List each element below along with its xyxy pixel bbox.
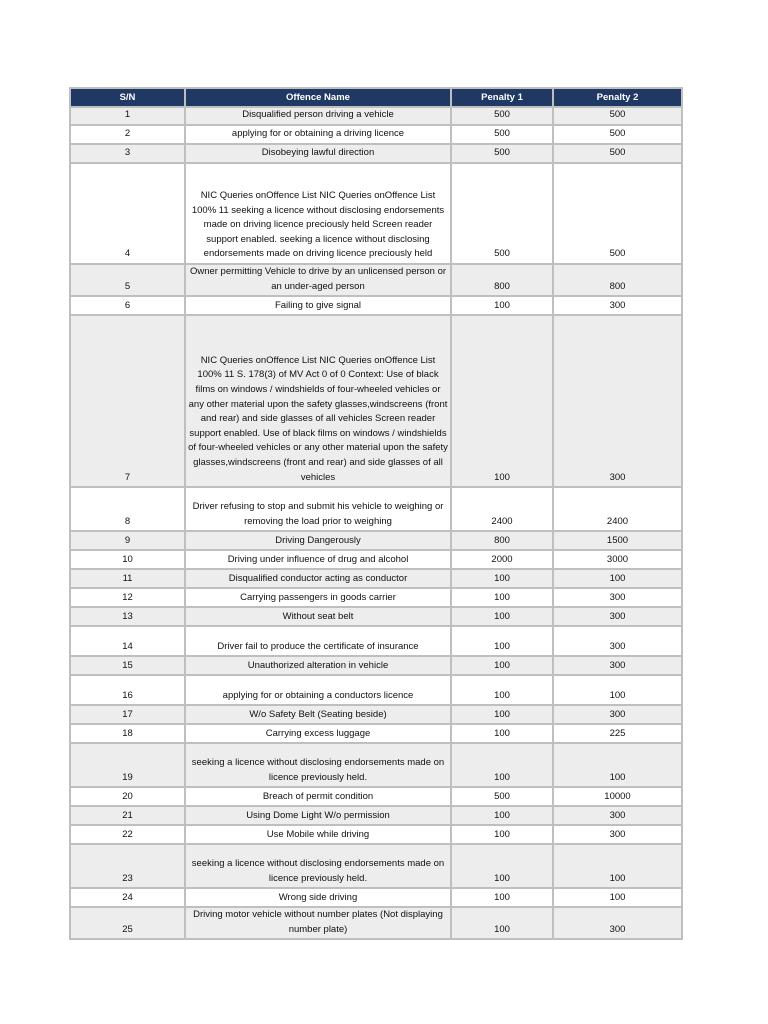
cell-offence-name: Failing to give signal [185, 296, 451, 315]
cell-penalty-2: 500 [553, 144, 682, 163]
cell-offence-name: Carrying excess luggage [185, 724, 451, 743]
cell-penalty-2: 300 [553, 806, 682, 825]
cell-sn: 24 [70, 888, 185, 907]
cell-offence-name: Unauthorized alteration in vehicle [185, 656, 451, 675]
cell-penalty-2: 300 [553, 656, 682, 675]
cell-offence-name: Breach of permit condition [185, 787, 451, 806]
cell-penalty-1: 100 [451, 825, 553, 844]
cell-offence-name: seeking a licence without disclosing endorsements made on licence previously held. [185, 844, 451, 888]
cell-penalty-1: 100 [451, 296, 553, 315]
table-row [70, 144, 682, 163]
cell-sn: 13 [70, 607, 185, 626]
cell-penalty-1: 100 [451, 675, 553, 705]
table-row [70, 107, 682, 125]
cell-sn: 3 [70, 144, 185, 163]
cell-sn: 12 [70, 588, 185, 607]
table-row [70, 125, 682, 144]
cell-sn: 19 [70, 743, 185, 787]
offence-penalty-table [69, 87, 683, 940]
table-row [70, 487, 682, 531]
cell-penalty-2: 300 [553, 315, 682, 487]
table-row [70, 806, 682, 825]
cell-penalty-2: 300 [553, 626, 682, 656]
table-row [70, 296, 682, 315]
cell-penalty-2: 100 [553, 844, 682, 888]
cell-sn: 25 [70, 907, 185, 939]
cell-offence-name: Driver refusing to stop and submit his vehicle to weighing or removing the load prior to weighing [185, 487, 451, 531]
header-offence-name: Offence Name [185, 88, 451, 107]
cell-penalty-2: 800 [553, 264, 682, 296]
cell-offence-name: Driving under influence of drug and alcohol [185, 550, 451, 569]
cell-penalty-2: 100 [553, 888, 682, 907]
table-row [70, 724, 682, 743]
cell-offence-name: Using Dome Light W/o permission [185, 806, 451, 825]
cell-offence-name: Without seat belt [185, 607, 451, 626]
cell-sn: 4 [70, 163, 185, 264]
cell-penalty-2: 300 [553, 588, 682, 607]
cell-penalty-1: 100 [451, 743, 553, 787]
cell-offence-name: seeking a licence without disclosing endorsements made on licence previously held. [185, 743, 451, 787]
cell-penalty-2: 500 [553, 125, 682, 144]
cell-sn: 17 [70, 705, 185, 724]
header-penalty-2: Penalty 2 [553, 88, 682, 107]
cell-sn: 9 [70, 531, 185, 550]
table-row [70, 844, 682, 888]
cell-penalty-1: 2000 [451, 550, 553, 569]
table-row [70, 705, 682, 724]
cell-penalty-2: 300 [553, 296, 682, 315]
cell-penalty-1: 500 [451, 107, 553, 125]
table-header-row [70, 88, 682, 107]
cell-penalty-1: 100 [451, 844, 553, 888]
cell-offence-name: NIC Queries onOffence List NIC Queries onOffence List 100% 11 seeking a licence without disclosing endorsements made on driving licence preciously held Screen reader support enabled. seeking a licence without disclosing endorsements made on driving licence preciously held [185, 163, 451, 264]
cell-offence-name: Use Mobile while driving [185, 825, 451, 844]
table-row [70, 569, 682, 588]
cell-penalty-1: 2400 [451, 487, 553, 531]
cell-penalty-1: 100 [451, 705, 553, 724]
cell-penalty-1: 100 [451, 607, 553, 626]
cell-sn: 1 [70, 107, 185, 125]
cell-offence-name: Driving Dangerously [185, 531, 451, 550]
cell-sn: 8 [70, 487, 185, 531]
cell-offence-name: Disobeying lawful direction [185, 144, 451, 163]
table-row [70, 907, 682, 939]
cell-penalty-1: 100 [451, 888, 553, 907]
cell-penalty-1: 500 [451, 163, 553, 264]
cell-offence-name: W/o Safety Belt (Seating beside) [185, 705, 451, 724]
table-row [70, 888, 682, 907]
table-row [70, 264, 682, 296]
cell-offence-name: Disqualified conductor acting as conductor [185, 569, 451, 588]
cell-sn: 18 [70, 724, 185, 743]
cell-offence-name: Wrong side driving [185, 888, 451, 907]
cell-sn: 21 [70, 806, 185, 825]
table-row [70, 315, 682, 487]
cell-sn: 6 [70, 296, 185, 315]
cell-penalty-2: 300 [553, 825, 682, 844]
cell-offence-name: Driver fail to produce the certificate of insurance [185, 626, 451, 656]
cell-offence-name: applying for or obtaining a conductors licence [185, 675, 451, 705]
cell-penalty-2: 100 [553, 743, 682, 787]
cell-penalty-1: 100 [451, 656, 553, 675]
cell-penalty-2: 2400 [553, 487, 682, 531]
cell-penalty-1: 100 [451, 626, 553, 656]
table-row [70, 675, 682, 705]
cell-penalty-1: 100 [451, 315, 553, 487]
cell-penalty-1: 100 [451, 588, 553, 607]
header-penalty-1: Penalty 1 [451, 88, 553, 107]
cell-offence-name: NIC Queries onOffence List NIC Queries onOffence List 100% 11 S. 178(3) of MV Act 0 of 0 Context: Use of black films on windows / windshields of four-wheeled vehicles or any other material upon the safety glasses,windscreens (front and rear) and side glasses of all vehicles Screen reader support enabled. Use of black films on windows / windshields of four-wheeled vehicles or any other material upon the safety glasses,windscreens (front and rear) and side glasses of all vehicles [185, 315, 451, 487]
table-row [70, 743, 682, 787]
cell-sn: 15 [70, 656, 185, 675]
cell-sn: 7 [70, 315, 185, 487]
cell-sn: 23 [70, 844, 185, 888]
table-row [70, 626, 682, 656]
cell-penalty-1: 800 [451, 264, 553, 296]
table-row [70, 787, 682, 806]
cell-penalty-1: 500 [451, 144, 553, 163]
cell-penalty-1: 800 [451, 531, 553, 550]
cell-penalty-2: 500 [553, 107, 682, 125]
cell-sn: 10 [70, 550, 185, 569]
cell-penalty-1: 500 [451, 125, 553, 144]
cell-sn: 22 [70, 825, 185, 844]
cell-penalty-2: 100 [553, 569, 682, 588]
cell-offence-name: Carrying passengers in goods carrier [185, 588, 451, 607]
cell-penalty-2: 225 [553, 724, 682, 743]
cell-sn: 5 [70, 264, 185, 296]
cell-offence-name: Disqualified person driving a vehicle [185, 107, 451, 125]
cell-penalty-2: 1500 [553, 531, 682, 550]
cell-penalty-2: 300 [553, 705, 682, 724]
cell-penalty-1: 100 [451, 907, 553, 939]
table-row [70, 607, 682, 626]
cell-offence-name: Driving motor vehicle without number plates (Not displaying number plate) [185, 907, 451, 939]
table-row [70, 656, 682, 675]
cell-sn: 14 [70, 626, 185, 656]
cell-sn: 2 [70, 125, 185, 144]
table-row [70, 163, 682, 264]
table-row [70, 825, 682, 844]
table-row [70, 531, 682, 550]
cell-penalty-2: 3000 [553, 550, 682, 569]
cell-penalty-1: 100 [451, 724, 553, 743]
cell-penalty-2: 300 [553, 607, 682, 626]
cell-penalty-1: 100 [451, 806, 553, 825]
table-row [70, 550, 682, 569]
header-sn: S/N [70, 88, 185, 107]
table-body [70, 107, 682, 939]
cell-penalty-2: 500 [553, 163, 682, 264]
cell-penalty-1: 500 [451, 787, 553, 806]
cell-sn: 20 [70, 787, 185, 806]
cell-sn: 16 [70, 675, 185, 705]
cell-penalty-2: 100 [553, 675, 682, 705]
cell-sn: 11 [70, 569, 185, 588]
cell-offence-name: Owner permitting Vehicle to drive by an unlicensed person or an under-aged person [185, 264, 451, 296]
cell-penalty-1: 100 [451, 569, 553, 588]
table-row [70, 588, 682, 607]
cell-offence-name: applying for or obtaining a driving licence [185, 125, 451, 144]
cell-penalty-2: 10000 [553, 787, 682, 806]
cell-penalty-2: 300 [553, 907, 682, 939]
